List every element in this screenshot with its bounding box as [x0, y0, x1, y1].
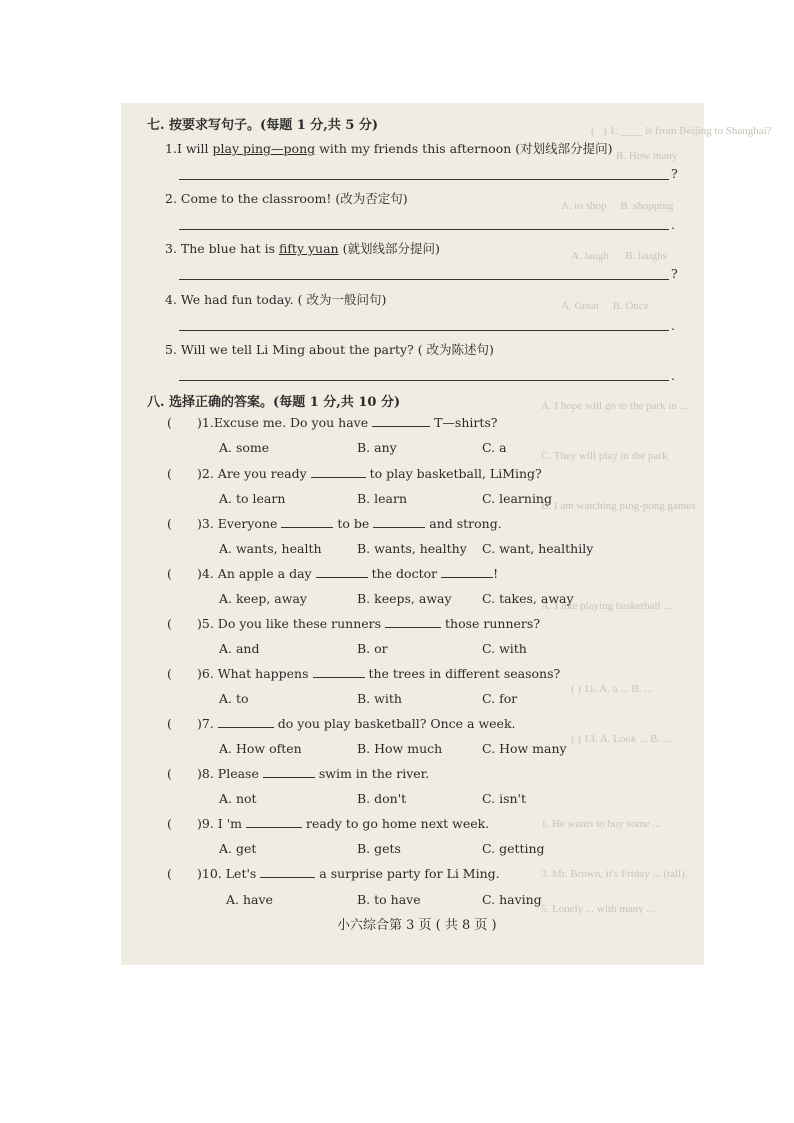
blank[interactable]: [373, 516, 425, 528]
section-8-heading: 八. 选择正确的答案。(每题 1 分,共 10 分): [147, 395, 401, 410]
question-7-3: [165, 239, 440, 257]
option-b[interactable]: B. or: [357, 641, 388, 656]
question-text: and strong.: [429, 516, 502, 531]
question-number: )7.: [197, 716, 214, 731]
mc-question-9: [197, 816, 489, 831]
answer-paren[interactable]: (: [167, 616, 172, 631]
option-b[interactable]: B. don't: [357, 791, 407, 806]
option-c[interactable]: C. a: [482, 440, 507, 455]
question-text: Let's: [225, 866, 257, 881]
question-text: I will: [176, 141, 213, 156]
question-text: What happens: [217, 666, 309, 681]
question-text: Are you ready: [217, 466, 307, 481]
answer-end-mark: .: [671, 368, 675, 383]
mc-question-8: [197, 766, 429, 781]
option-a[interactable]: A. some: [219, 440, 270, 455]
bleed-through-text: 1. He wants to buy some ...: [541, 818, 661, 830]
answer-paren[interactable]: (: [167, 415, 172, 430]
bleed-through-text: ( ) 11. A. a ... B. ...: [571, 683, 653, 695]
bleed-through-text: A. laugh B. laughs: [571, 250, 667, 262]
answer-end-mark: ?: [671, 266, 678, 281]
answer-paren[interactable]: (: [167, 516, 172, 531]
option-b[interactable]: B. How much: [357, 741, 443, 756]
bleed-through-text: C. They will play in the park: [541, 450, 668, 462]
blank[interactable]: [281, 516, 333, 528]
blank[interactable]: [316, 566, 368, 578]
answer-paren[interactable]: (: [167, 816, 172, 831]
question-number: )1.: [197, 415, 214, 430]
option-b[interactable]: B. with: [357, 691, 402, 706]
bleed-through-text: B. I am watching ping-pong games: [541, 500, 696, 512]
exam-page: [121, 103, 772, 965]
answer-line-4[interactable]: [179, 330, 669, 331]
option-a[interactable]: A. get: [219, 841, 257, 856]
answer-end-mark: ?: [671, 166, 678, 181]
question-text: An apple a day: [217, 566, 312, 581]
answer-line-2[interactable]: [179, 229, 669, 230]
question-number: 1.: [165, 141, 177, 156]
page-footer: 小六综合第 3 页 ( 共 8 页 ): [337, 918, 497, 933]
question-instruction: with my friends this afternoon (对划线部分提问): [315, 141, 613, 156]
question-7-4: 4. We had fun today. ( 改为一般问句): [165, 292, 387, 307]
option-c[interactable]: C. with: [482, 641, 527, 656]
answer-line-3[interactable]: [179, 279, 669, 280]
question-text: to play basketball, LiMing?: [369, 466, 542, 481]
option-b[interactable]: B. any: [357, 440, 397, 455]
mc-question-5: [197, 616, 540, 631]
bleed-through-text: 3. Mr. Brown, it's Friday ... (tall).: [541, 868, 688, 880]
question-text: T—shirts?: [434, 415, 498, 430]
question-number: )9.: [197, 816, 214, 831]
question-text: Do you like these runners: [217, 616, 382, 631]
option-a[interactable]: A. to learn: [219, 491, 286, 506]
mc-question-7: [197, 716, 516, 731]
bleed-through-text: A. to shop B. shopping: [561, 200, 674, 212]
option-c[interactable]: C. having: [482, 892, 542, 907]
option-c[interactable]: C. How many: [482, 741, 567, 756]
question-text: swim in the river.: [318, 766, 430, 781]
mc-question-10: [197, 866, 500, 881]
question-number: )10.: [197, 866, 222, 881]
option-b[interactable]: B. gets: [357, 841, 401, 856]
option-c[interactable]: C. takes, away: [482, 591, 574, 606]
option-a[interactable]: A. to: [219, 691, 249, 706]
question-text: Please: [217, 766, 259, 781]
underlined-phrase: fifty yuan: [278, 241, 339, 256]
question-7-2: 2. Come to the classroom! (改为否定句): [165, 191, 408, 206]
option-c[interactable]: C. for: [482, 691, 518, 706]
bleed-through-text: A. Great B. Once: [561, 300, 649, 312]
blank[interactable]: [311, 466, 366, 478]
question-text: those runners?: [445, 616, 541, 631]
option-a[interactable]: A. and: [219, 641, 260, 656]
mc-question-6: [197, 666, 560, 681]
answer-line-1[interactable]: [179, 179, 669, 180]
blank[interactable]: [441, 566, 493, 578]
mc-question-1: [197, 415, 498, 430]
question-number: )6.: [197, 666, 214, 681]
mc-question-2: [197, 466, 542, 481]
option-b[interactable]: B. keeps, away: [357, 591, 452, 606]
blank[interactable]: [260, 866, 315, 878]
question-7-5: 5. Will we tell Li Ming about the party? ( 改为陈述句): [165, 342, 494, 357]
blank[interactable]: [313, 666, 365, 678]
answer-paren[interactable]: (: [167, 866, 172, 881]
mc-question-4: [197, 566, 498, 581]
option-a[interactable]: A. keep, away: [219, 591, 307, 606]
option-c[interactable]: C. getting: [482, 841, 545, 856]
question-text: the doctor: [371, 566, 438, 581]
question-text: 3. The blue hat is: [165, 241, 279, 256]
question-text: !: [493, 566, 499, 581]
mc-question-3: [197, 516, 502, 531]
question-number: )2.: [197, 466, 214, 481]
section-7-heading: 七. 按要求写句子。(每题 1 分,共 5 分): [147, 118, 379, 133]
question-number: )3.: [197, 516, 214, 531]
option-c[interactable]: C. isn't: [482, 791, 526, 806]
bleed-through-text: ( ) 1. ____ is from Beijing to Shanghai?: [591, 125, 772, 137]
answer-end-mark: .: [671, 217, 675, 232]
underlined-phrase: play ping—pong: [212, 141, 316, 156]
question-text: a surprise party for Li Ming.: [319, 866, 500, 881]
question-number: )8.: [197, 766, 214, 781]
option-c[interactable]: C. want, healthily: [482, 541, 594, 556]
question-text: do you play basketball? Once a week.: [277, 716, 516, 731]
blank[interactable]: [372, 415, 430, 427]
question-text: ready to go home next week.: [305, 816, 490, 831]
option-a[interactable]: A. not: [219, 791, 257, 806]
option-a[interactable]: A. How often: [219, 741, 302, 756]
blank[interactable]: [385, 616, 441, 628]
question-number: )5.: [197, 616, 214, 631]
blank[interactable]: [246, 816, 302, 828]
question-text: Everyone: [217, 516, 278, 531]
question-text: I 'm: [217, 816, 242, 831]
option-c[interactable]: C. learning: [482, 491, 552, 506]
option-b[interactable]: B. learn: [357, 491, 408, 506]
question-7-1: [165, 139, 613, 157]
answer-end-mark: .: [671, 318, 675, 333]
question-instruction: (就划线部分提问): [338, 241, 440, 256]
blank[interactable]: [218, 716, 274, 728]
question-text: Excuse me. Do you have: [213, 415, 369, 430]
answer-paren[interactable]: (: [167, 766, 172, 781]
option-b[interactable]: B. wants, healthy: [357, 541, 467, 556]
answer-paren[interactable]: (: [167, 716, 172, 731]
option-a[interactable]: A. wants, health: [219, 541, 322, 556]
answer-paren[interactable]: (: [167, 466, 172, 481]
bleed-through-text: A. I like playing basketball ...: [541, 600, 672, 612]
bleed-through-text: ( ) 13. A. Look ... B. ...: [571, 733, 672, 745]
answer-paren[interactable]: (: [167, 666, 172, 681]
question-number: )4.: [197, 566, 214, 581]
bleed-through-text: B. How many: [616, 150, 678, 162]
option-b[interactable]: B. to have: [357, 892, 421, 907]
option-a[interactable]: A. have: [226, 892, 273, 907]
answer-paren[interactable]: (: [167, 566, 172, 581]
bleed-through-text: 5. Lonely ... with many ...: [541, 903, 655, 915]
question-text: to be: [337, 516, 370, 531]
question-text: the trees in different seasons?: [368, 666, 561, 681]
blank[interactable]: [263, 766, 315, 778]
bleed-through-text: A. I hope will go to the park in ...: [541, 400, 688, 412]
answer-line-5[interactable]: [179, 380, 669, 381]
